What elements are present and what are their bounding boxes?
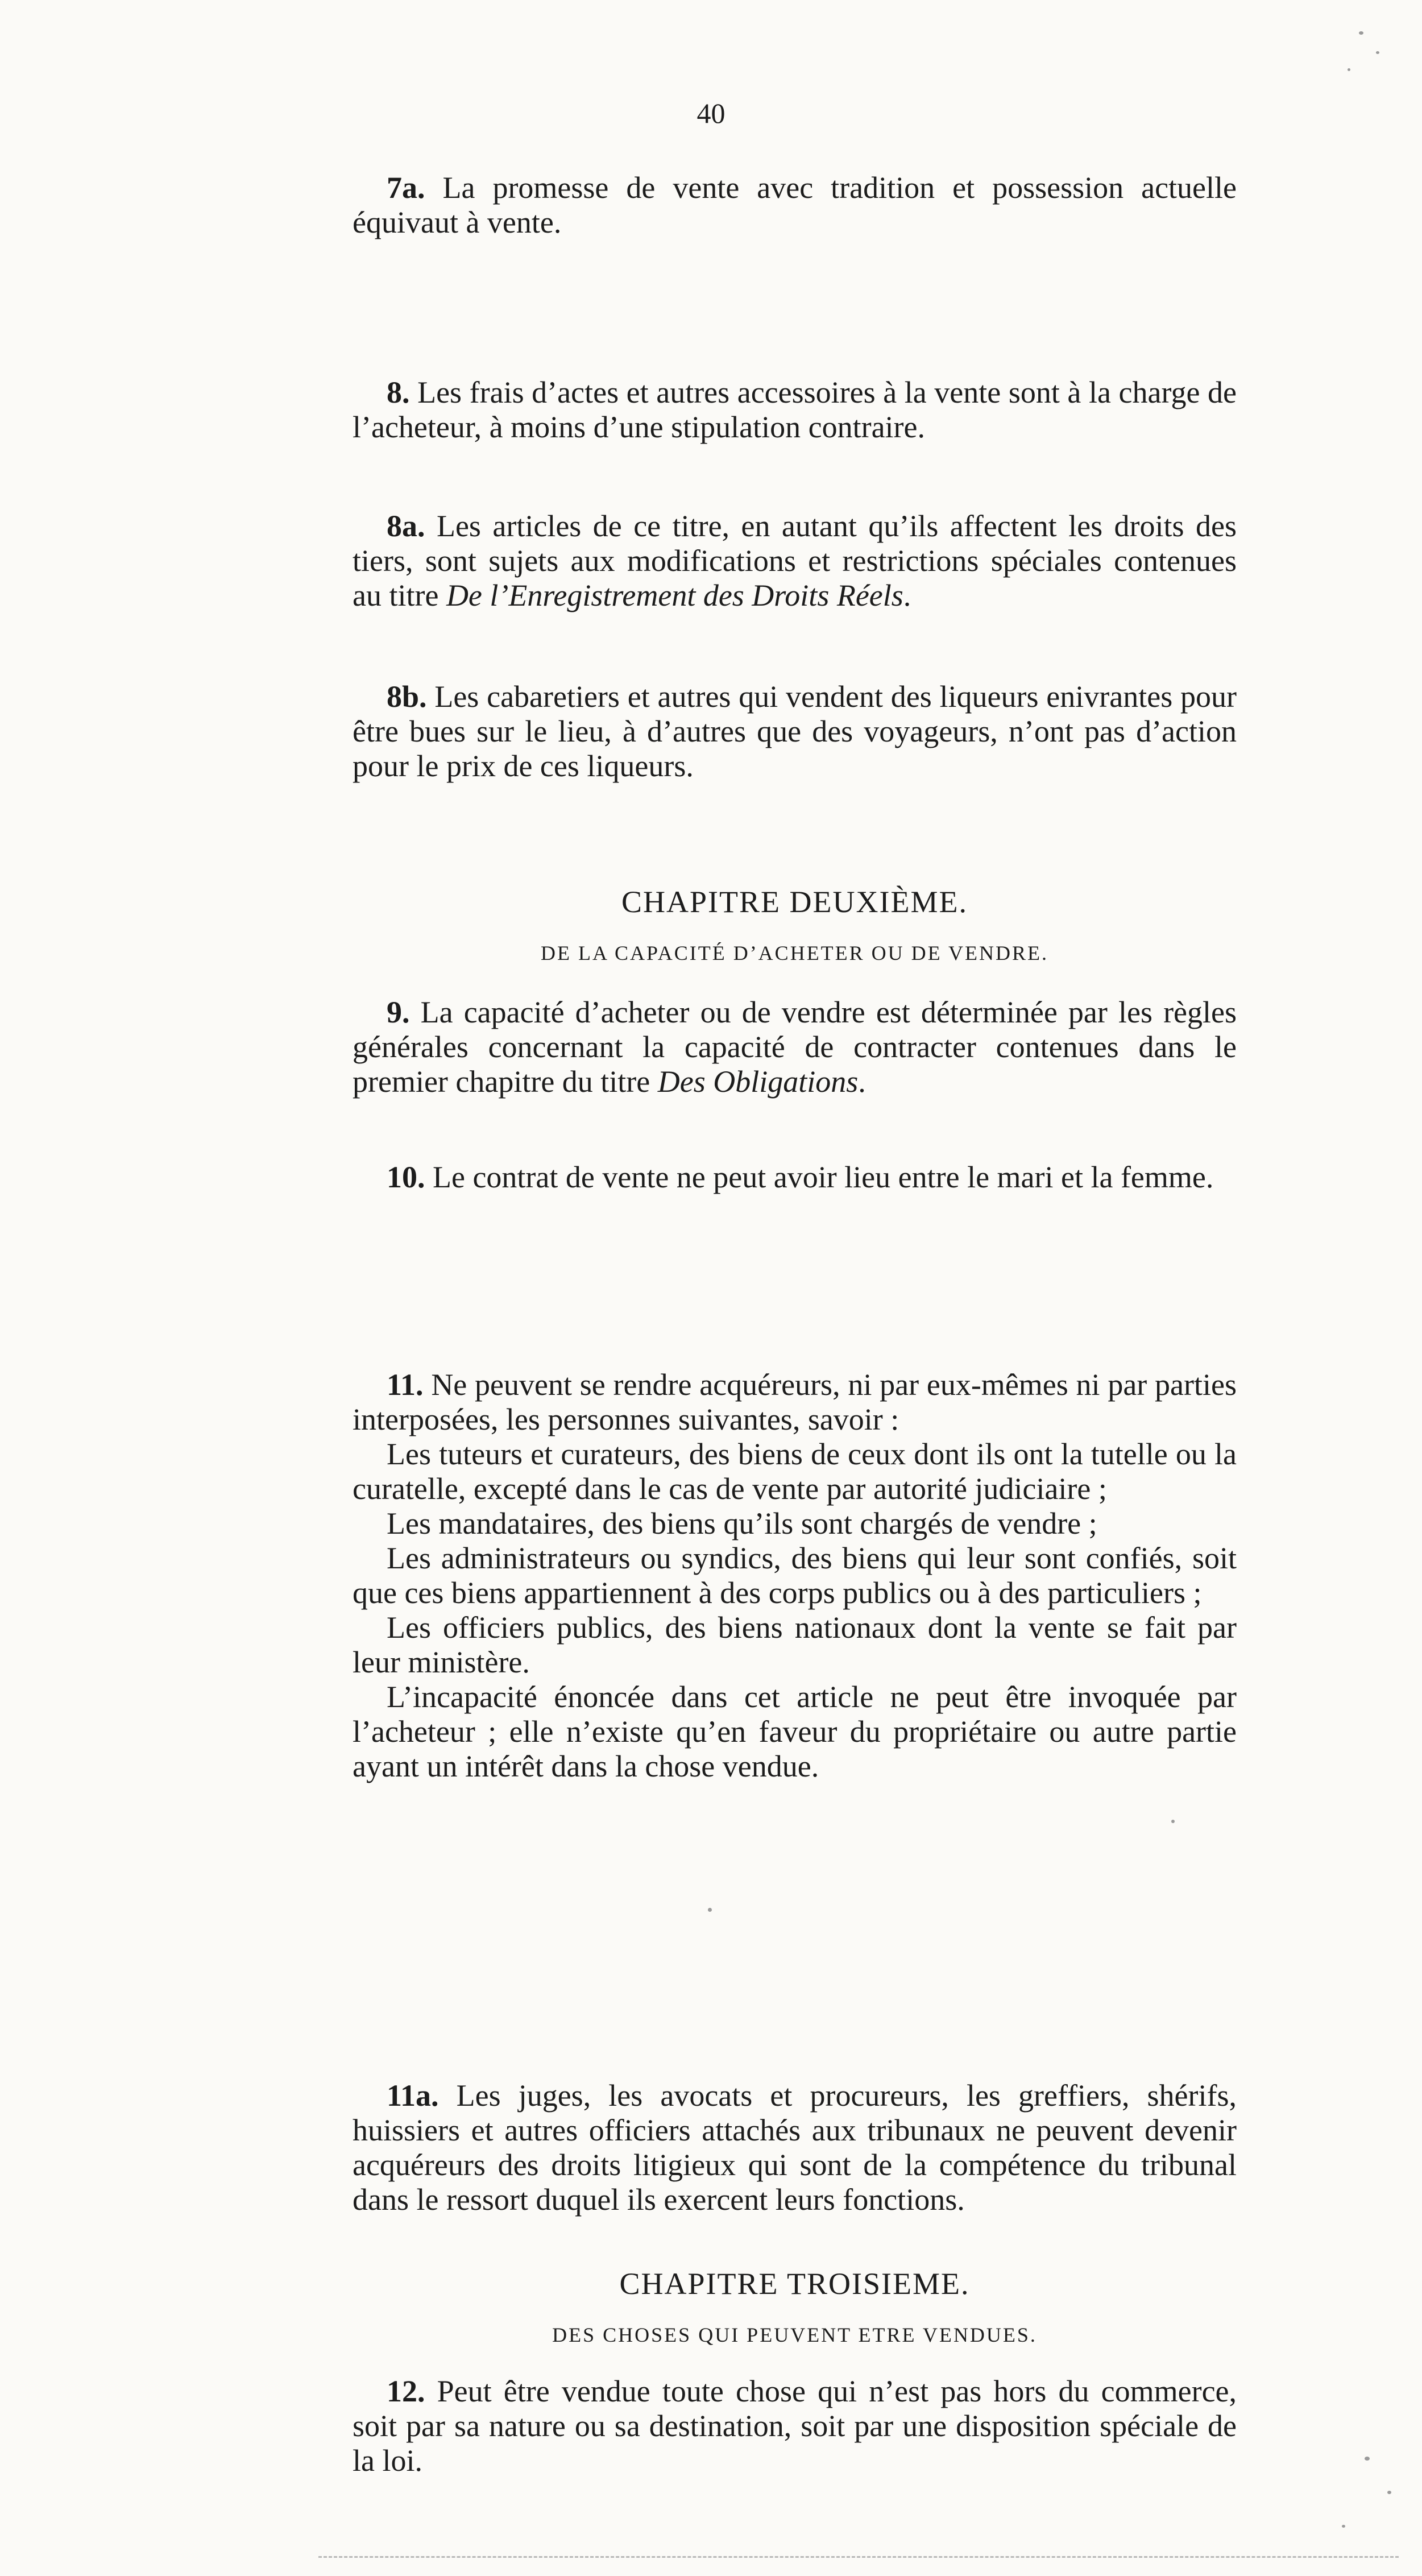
article-number: 10. [387, 1160, 425, 1194]
article-11-item: L’incapacité énoncée dans cet article ne peut être invoquée par l’acheteur ; elle n’existe qu’en faveur du propriétaire ou autre partie ayant un intérêt dans la chose vendue. [353, 1680, 1237, 1783]
article-number: 8. [387, 375, 410, 409]
article-7a [353, 171, 1237, 240]
article-text: Les juges, les avocats et procureurs, les greffiers, shérifs, huissiers et autres officiers attachés aux tribunaux ne peuvent devenir acquéreurs des droits litigieux qui sont de la compétence du tribunal dans le ressort duquel ils exercent leurs fonctions. [353, 2078, 1237, 2217]
article-number: 8a. [387, 509, 425, 543]
paper-speck [708, 1908, 712, 1912]
article-text: La promesse de vente avec tradition et possession actuelle équivaut à vente. [353, 171, 1237, 239]
article-9 [353, 995, 1237, 1099]
article-text: La capacité d’acheter ou de vendre est déterminée par les règles générales concernant la capacité de contracter contenues dans le premier chapitre du titre [353, 995, 1237, 1099]
chapter-3-subtitle: DES CHOSES QUI PEUVENT ETRE VENDUES. [552, 2324, 1037, 2346]
paper-speck [1359, 31, 1363, 35]
article-12 [353, 2374, 1237, 2478]
article-text: Les articles de ce titre, en autant qu’ils affectent les droits des tiers, sont sujets aux modifications et restrictions spéciales contenues au titre [353, 509, 1237, 612]
article-11-item: Les officiers publics, des biens nationaux dont la vente se fait par leur ministère. [353, 1610, 1237, 1679]
article-number: 8b. [387, 680, 427, 714]
article-number: 11. [387, 1368, 424, 1402]
chapter-3-title: CHAPITRE TROISIEME. [619, 2267, 970, 2301]
paper-speck [1365, 2457, 1370, 2461]
article-10 [353, 1160, 1237, 1195]
article-text: Ne peuvent se rendre acquéreurs, ni par eux-mêmes ni par parties interposées, les personnes suivantes, savoir : [353, 1368, 1237, 1436]
paper-speck [1376, 51, 1379, 54]
article-number: 12. [387, 2374, 425, 2408]
chapter-2-title: CHAPITRE DEUXIÈME. [621, 885, 968, 919]
article-text: Le contrat de vente ne peut avoir lieu entre le mari et la femme. [433, 1160, 1214, 1194]
bottom-edge-rule [318, 2556, 1399, 2558]
paper-speck [1348, 68, 1350, 71]
article-11-item: Les tuteurs et curateurs, des biens de ceux dont ils ont la tutelle ou la curatelle, excepté dans le cas de vente par autorité judiciaire ; [353, 1437, 1237, 1506]
paper-speck [1387, 2491, 1391, 2494]
article-11 [353, 1368, 1237, 1784]
chapter-2-subtitle: DE LA CAPACITÉ D’ACHETER OU DE VENDRE. [541, 942, 1048, 964]
article-number: 11a. [387, 2078, 439, 2113]
article-8a [353, 509, 1237, 613]
article-number: 9. [387, 995, 410, 1029]
page-number: 40 [697, 97, 725, 129]
paper-speck [1171, 1820, 1175, 1823]
article-11a [353, 2078, 1237, 2217]
article-11-item: Les administrateurs ou syndics, des biens qui leur sont confiés, soit que ces biens appartiennent à des corps publics ou à des particuliers ; [353, 1541, 1237, 1610]
article-11-item: Les mandataires, des biens qu’ils sont chargés de vendre ; [387, 1506, 1097, 1540]
article-text: Les frais d’actes et autres accessoires à la vente sont à la charge de l’acheteur, à moins d’une stipulation contraire. [353, 375, 1237, 444]
article-8 [353, 375, 1237, 445]
article-number: 7a. [387, 171, 425, 205]
article-title-reference: Des Obligations [657, 1065, 859, 1099]
article-text-end: . [858, 1065, 866, 1099]
article-text-end: . [903, 578, 911, 612]
article-text: Peut être vendue toute chose qui n’est pas hors du commerce, soit par sa nature ou sa destination, soit par une disposition spéciale de la loi. [353, 2374, 1237, 2478]
article-text: Les cabaretiers et autres qui vendent des liqueurs enivrantes pour être bues sur le lieu, à d’autres que des voyageurs, n’ont pas d’action pour le prix de ces liqueurs. [353, 680, 1237, 783]
article-8b [353, 680, 1237, 784]
paper-speck [1342, 2525, 1345, 2528]
article-title-reference: De l’Enregistrement des Droits Réels [446, 578, 903, 612]
